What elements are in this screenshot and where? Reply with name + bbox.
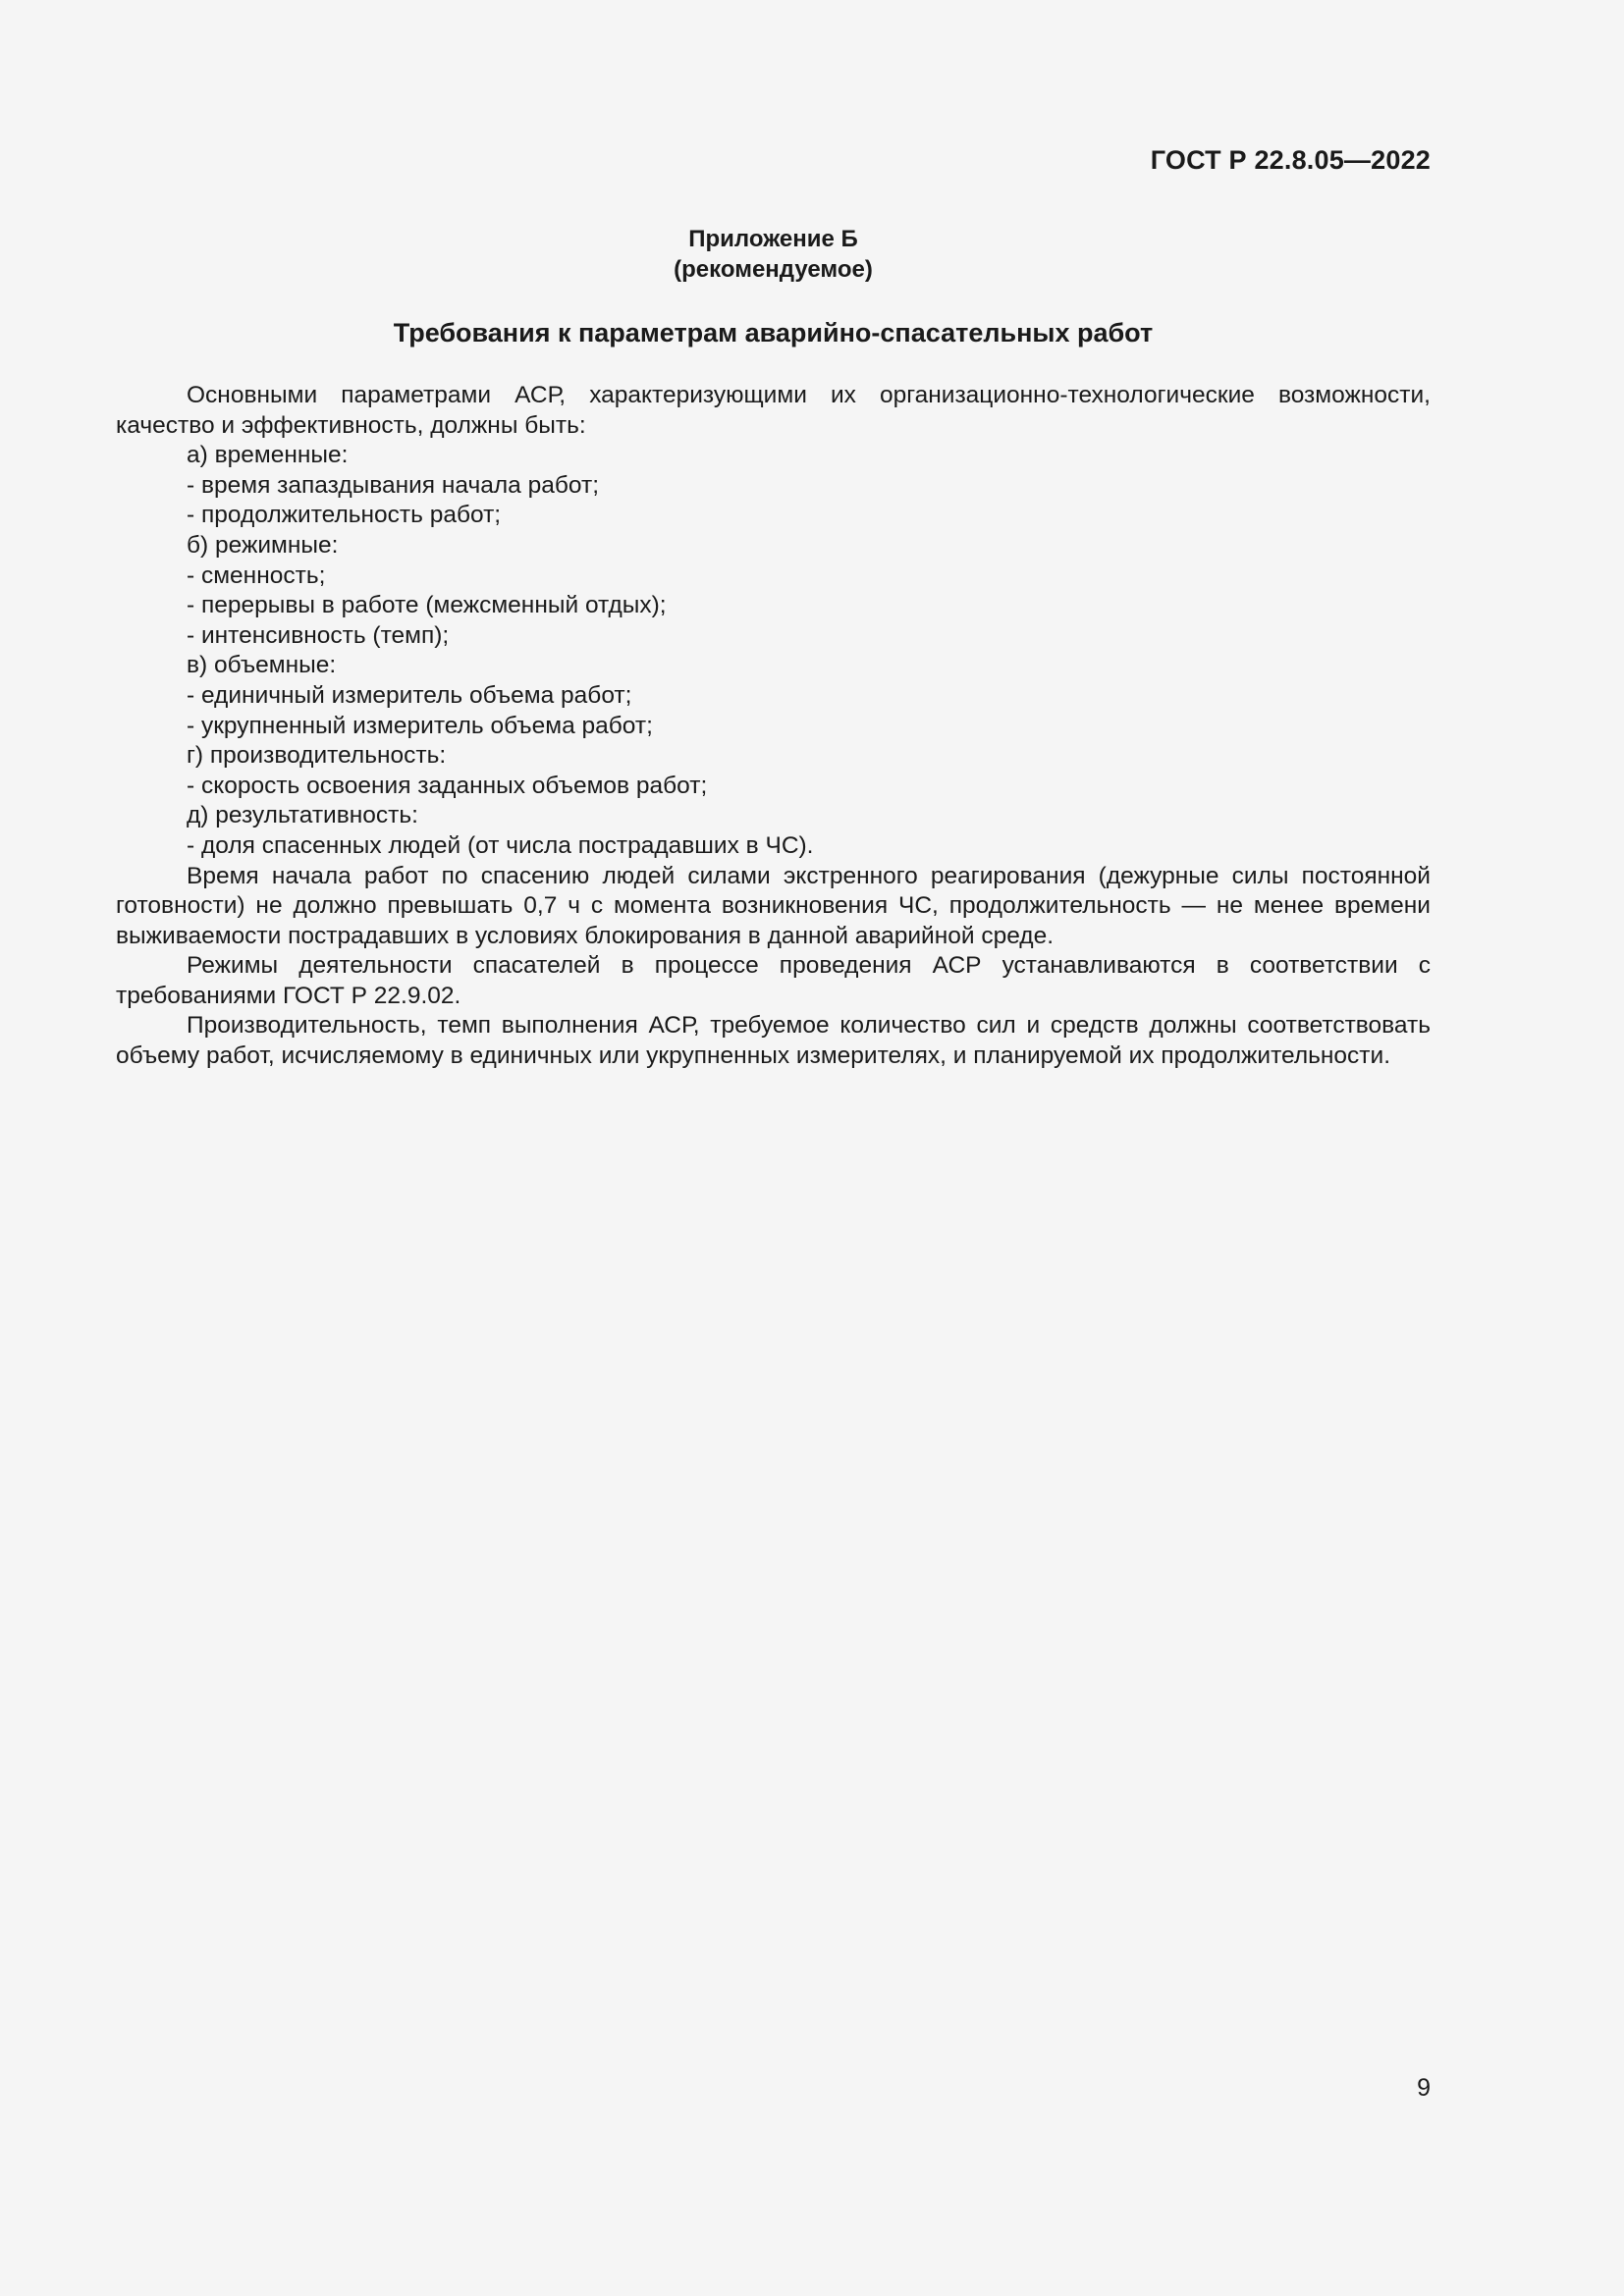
annex-title: Приложение Б [688,226,858,252]
page-number: 9 [1417,2074,1431,2102]
annex-heading: Требования к параметрам аварийно-спасательных работ [393,318,1154,347]
list-item: г) производительность: [187,742,447,770]
body-text [116,381,1431,1072]
list-item: - укрупненный измеритель объема работ; [187,712,653,739]
annex-status: (рекомендуемое) [674,256,873,283]
paragraph-modes: Режимы деятельности спасателей в процессе проведения АСР устанавливаются в соответствии с требованиями ГОСТ Р 22.9.02. [116,952,1431,1009]
paragraph-productivity: Производительность, темп выполнения АСР, требуемое количество сил и средств должны соответствовать объему работ, исчисляемому в единичных или укрупненных измерителях, и планируемой их продолжительности. [116,1012,1431,1070]
intro-paragraph: Основными параметрами АСР, характеризующими их организационно-технологические возможности, качество и эффективность, должны быть: [116,382,1431,439]
list-item: - продолжительность работ; [187,502,502,529]
list-item: д) результативность: [187,802,418,829]
list-item: - интенсивность (темп); [187,621,450,649]
document-code: ГОСТ Р 22.8.05—2022 [1150,145,1431,175]
list-item: - единичный измеритель объема работ; [187,681,632,709]
list-item: а) временные: [187,442,349,469]
list-item: - скорость освоения заданных объемов работ; [187,772,708,799]
list-item: - сменность; [187,561,326,589]
list-item: - перерывы в работе (межсменный отдых); [187,592,667,619]
list-item: - время запаздывания начала работ; [187,471,600,499]
list-item: б) режимные: [187,531,339,559]
list-item: - доля спасенных людей (от числа пострадавших в ЧС). [187,831,814,859]
paragraph-start-time: Время начала работ по спасению людей силами экстренного реагирования (дежурные силы постоянной готовности) не должно превышать 0,7 ч с момента возникновения ЧС, продолжительность — не менее времени выживаемости пострадавших в условиях блокирования в данной аварийной среде. [116,862,1431,949]
list-item: в) объемные: [187,652,337,679]
